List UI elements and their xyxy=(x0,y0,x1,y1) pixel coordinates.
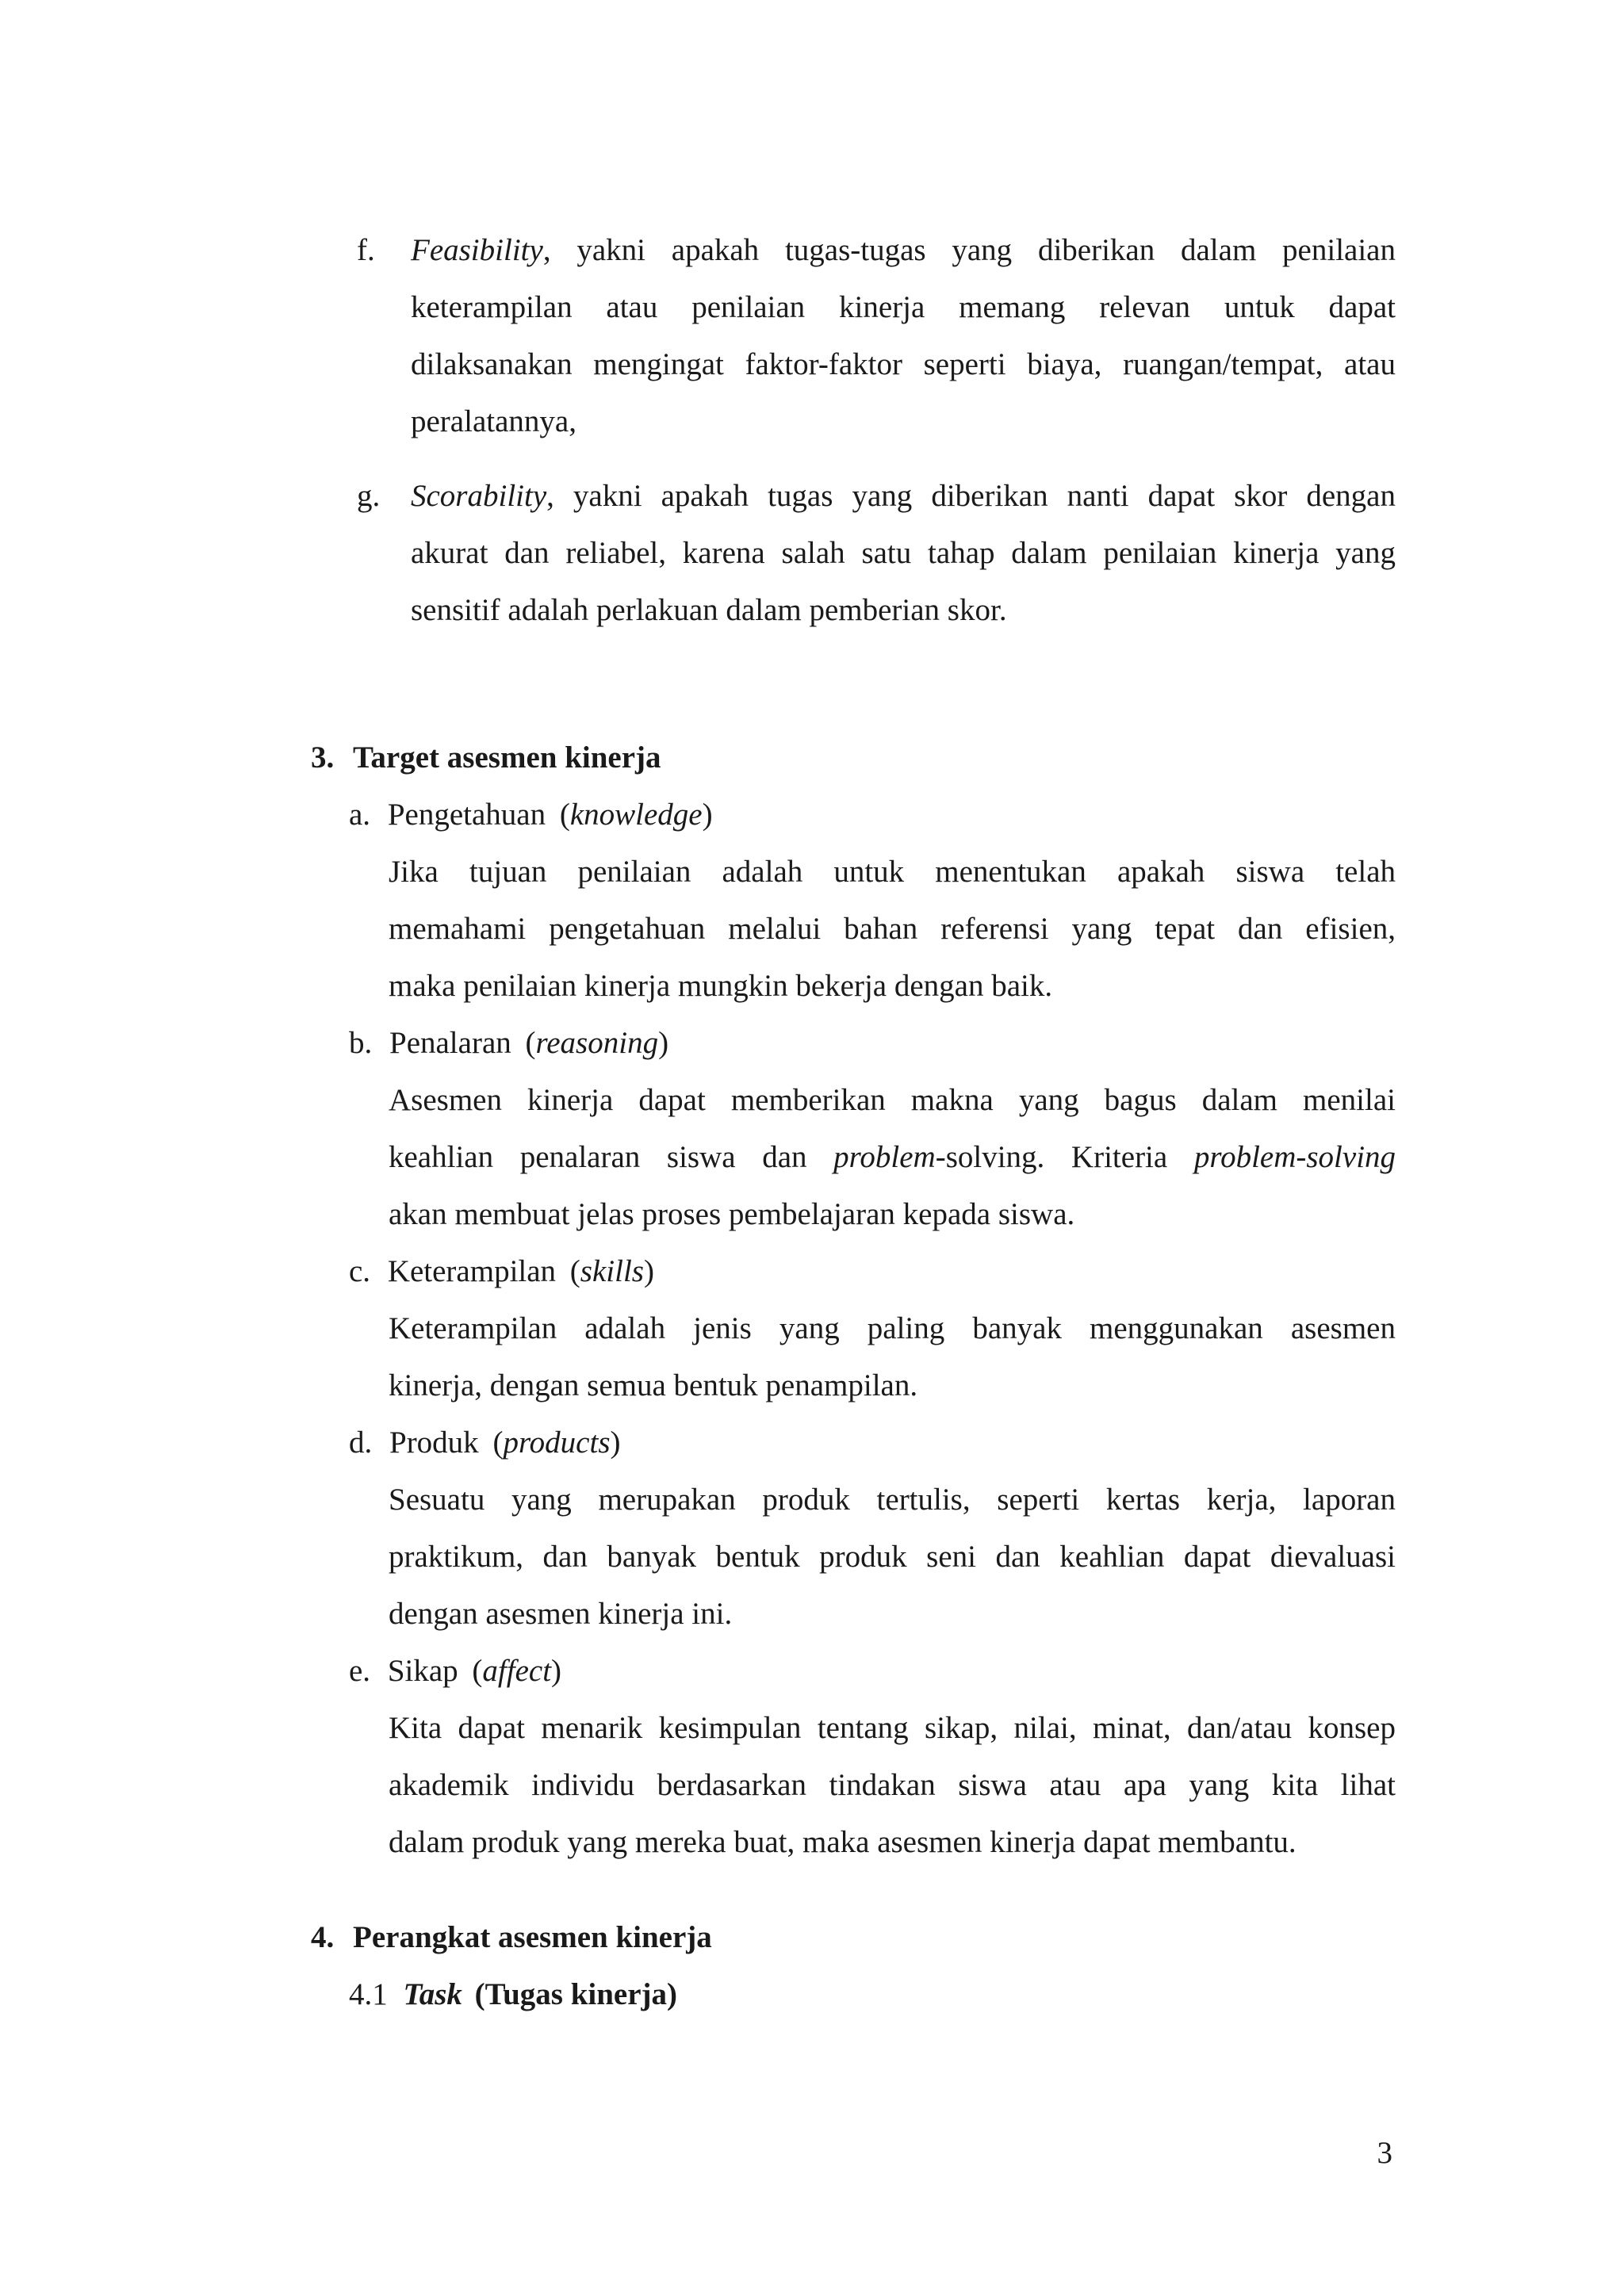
term-italic: affect xyxy=(482,1654,552,1688)
term-italic: knowledge xyxy=(569,798,703,832)
term-italic: Feasibility xyxy=(411,233,543,267)
subitem-e xyxy=(349,1643,1396,1871)
list-item-line: peralatannya, xyxy=(411,404,576,438)
term-italic: reasoning xyxy=(535,1026,659,1060)
list-item-line: sensitif adalah perlakuan dalam pemberian skor. xyxy=(411,593,1007,627)
paragraph-line: keahlian penalaran siswa dan problem-solving. Kriteria problem-solving xyxy=(389,1140,1396,1174)
subitem-b xyxy=(349,1015,1396,1243)
list-item-line: akurat dan reliabel, karena salah satu tahap dalam penilaian kinerja yang xyxy=(411,536,1396,570)
section-number: 3. xyxy=(311,740,335,775)
section-number: 4. xyxy=(311,1920,335,1954)
section-heading-3 xyxy=(311,729,661,786)
subitem-heading: e. Sikap (affect) xyxy=(349,1654,562,1688)
list-item-line: Feasibility, yakni apakah tugas-tugas yang diberikan dalam penilaian xyxy=(411,233,1396,267)
paragraph-line: akademik individu berdasarkan tindakan siswa atau apa yang kita lihat xyxy=(389,1768,1396,1802)
list-marker: f. xyxy=(357,233,375,267)
subitem-d xyxy=(349,1414,1396,1643)
term-italic: problem xyxy=(833,1140,936,1174)
section-heading-4 xyxy=(311,1909,712,1966)
paragraph-line: praktikum, dan banyak bentuk produk seni dan keahlian dapat dievaluasi xyxy=(389,1540,1396,1574)
section-title: Target asesmen kinerja xyxy=(353,740,661,775)
paragraph-line: Jika tujuan penilaian adalah untuk menentukan apakah siswa telah xyxy=(389,855,1396,889)
term-italic: Scorability xyxy=(411,479,547,513)
paragraph-line: Asesmen kinerja dapat memberikan makna yang bagus dalam menilai xyxy=(389,1083,1396,1117)
paragraph-line: Kita dapat menarik kesimpulan tentang sikap, nilai, minat, dan/atau konsep xyxy=(389,1711,1396,1745)
subitem-heading: c. Keterampilan (skills) xyxy=(349,1254,654,1288)
term-italic: skills xyxy=(580,1254,644,1288)
page-number: 3 xyxy=(1377,2136,1392,2170)
paragraph-line: memahami pengetahuan melalui bahan referensi yang tepat dan efisien, xyxy=(389,912,1396,946)
list-item-line: keterampilan atau penilaian kinerja memang relevan untuk dapat xyxy=(411,290,1396,324)
paragraph-line: dengan asesmen kinerja ini. xyxy=(389,1597,733,1631)
subsection-heading-4-1 xyxy=(349,1966,677,2023)
subsection-title: (Tugas kinerja) xyxy=(474,1977,678,2011)
paragraph-line: kinerja, dengan semua bentuk penampilan. xyxy=(389,1368,918,1402)
subitem-heading: d. Produk (products) xyxy=(349,1425,621,1460)
term-italic: problem-solving xyxy=(1193,1140,1396,1174)
subitem-a xyxy=(349,786,1396,1015)
section-title: Perangkat asesmen kinerja xyxy=(353,1920,712,1954)
paragraph-line: dalam produk yang mereka buat, maka asesmen kinerja dapat membantu. xyxy=(389,1825,1297,1859)
list-item-line: Scorability, yakni apakah tugas yang diberikan nanti dapat skor dengan xyxy=(411,479,1396,513)
list-item-line: dilaksanakan mengingat faktor-faktor seperti biaya, ruangan/tempat, atau xyxy=(411,347,1396,381)
paragraph-line: Sesuatu yang merupakan produk tertulis, seperti kertas kerja, laporan xyxy=(389,1483,1396,1517)
subsection-number: 4.1 xyxy=(349,1977,388,2011)
subitem-heading: b. Penalaran (reasoning) xyxy=(349,1026,669,1060)
subitem-c xyxy=(349,1243,1396,1414)
paragraph-line: Keterampilan adalah jenis yang paling banyak menggunakan asesmen xyxy=(389,1311,1396,1345)
subitem-heading: a. Pengetahuan (knowledge) xyxy=(349,798,713,832)
paragraph-line: akan membuat jelas proses pembelajaran kepada siswa. xyxy=(389,1197,1075,1231)
term-italic: Task xyxy=(403,1977,462,2011)
term-italic: products xyxy=(503,1425,611,1460)
paragraph-line: maka penilaian kinerja mungkin bekerja dengan baik. xyxy=(389,969,1053,1003)
list-marker: g. xyxy=(357,479,381,513)
